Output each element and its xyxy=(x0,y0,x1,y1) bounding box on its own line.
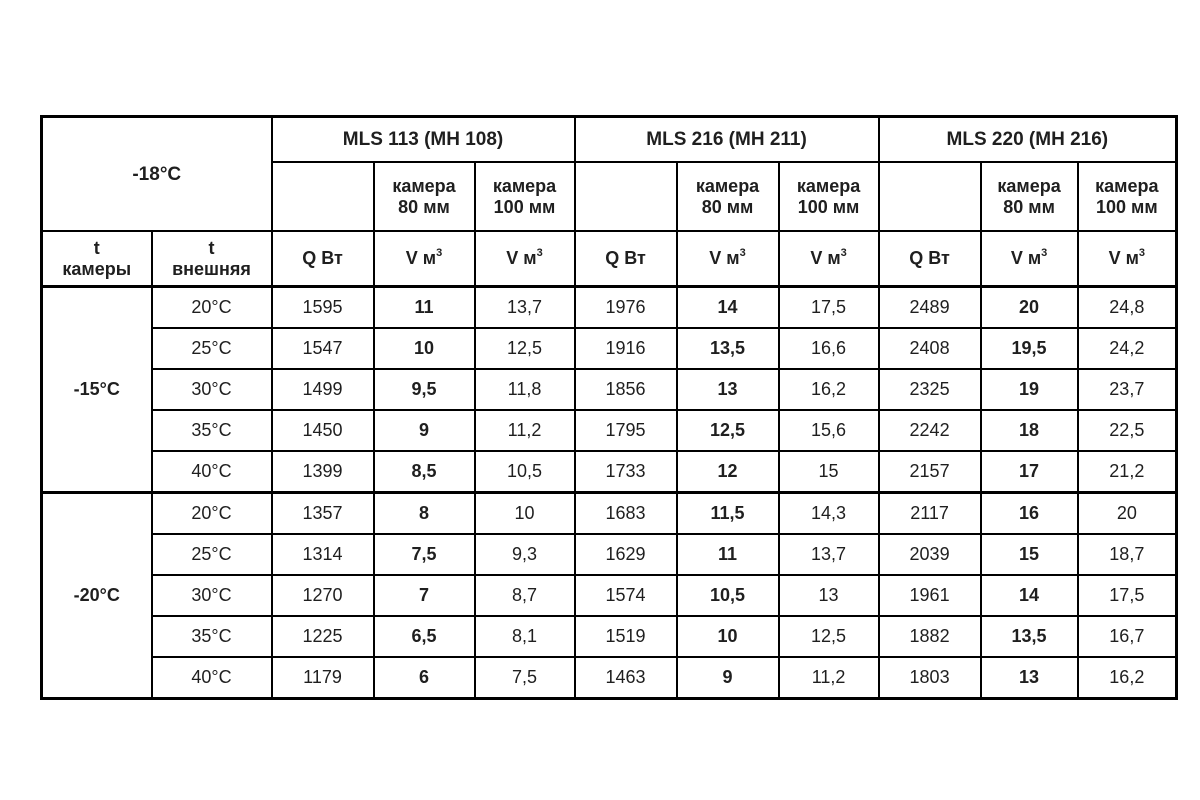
t-chamber-header: t камеры xyxy=(42,231,152,287)
cell-v80: 6 xyxy=(374,657,475,699)
chamber-80-header xyxy=(374,162,475,231)
v-header: V $м^3$ xyxy=(1078,231,1177,287)
table-row xyxy=(42,287,1177,329)
v-header: V $м^3$ xyxy=(677,231,779,287)
cell-q: 1179 xyxy=(272,657,374,699)
table-row xyxy=(42,534,1177,575)
cell-v100: 24,8 xyxy=(1078,287,1177,329)
cell-q: 2325 xyxy=(879,369,981,410)
cell-q: 1519 xyxy=(575,616,677,657)
cell-q: 1547 xyxy=(272,328,374,369)
cell-v80: 20 xyxy=(981,287,1078,329)
column-header-row xyxy=(42,231,1177,287)
cell-q: 2489 xyxy=(879,287,981,329)
cell-q: 1574 xyxy=(575,575,677,616)
model-header-mls220: MLS 220 (MH 216) xyxy=(879,117,1177,163)
cell-ext-temp: 25°C xyxy=(152,534,272,575)
v-header: V $м^3$ xyxy=(779,231,879,287)
cell-v100: 13,7 xyxy=(779,534,879,575)
cell-q: 2039 xyxy=(879,534,981,575)
cell-v80: 12 xyxy=(677,451,779,493)
cell-ext-temp: 40°C xyxy=(152,451,272,493)
table-row xyxy=(42,616,1177,657)
cell-ext-temp: 25°C xyxy=(152,328,272,369)
cell-v100: 21,2 xyxy=(1078,451,1177,493)
cell-v80: 18 xyxy=(981,410,1078,451)
chamber-100-line1: камера xyxy=(492,175,557,196)
cell-q: 1314 xyxy=(272,534,374,575)
q-header: Q Вт xyxy=(575,231,677,287)
cell-ext-temp: 20°C xyxy=(152,493,272,535)
cell-v100: 12,5 xyxy=(475,328,575,369)
cell-v100: 8,7 xyxy=(475,575,575,616)
cell-v100: 20 xyxy=(1078,493,1177,535)
cell-v100: 12,5 xyxy=(779,616,879,657)
cell-v80: 15 xyxy=(981,534,1078,575)
cell-v80: 13 xyxy=(677,369,779,410)
cell-q: 1595 xyxy=(272,287,374,329)
cell-ext-temp: 30°C xyxy=(152,575,272,616)
cell-v80: 6,5 xyxy=(374,616,475,657)
cell-v80: 11,5 xyxy=(677,493,779,535)
cell-q: 1463 xyxy=(575,657,677,699)
table-row xyxy=(42,493,1177,535)
table-row xyxy=(42,328,1177,369)
chamber-80-line1: камера xyxy=(392,175,456,196)
empty-cell xyxy=(575,162,677,231)
cell-v80: 14 xyxy=(677,287,779,329)
cell-v80: 13,5 xyxy=(981,616,1078,657)
cell-q: 1733 xyxy=(575,451,677,493)
cell-q: 1882 xyxy=(879,616,981,657)
v-header: V $м^3$ xyxy=(475,231,575,287)
cell-q: 1961 xyxy=(879,575,981,616)
cell-v100: 16,2 xyxy=(1078,657,1177,699)
cell-v100: 11,2 xyxy=(779,657,879,699)
empty-cell xyxy=(879,162,981,231)
cell-v80: 11 xyxy=(374,287,475,329)
model-header-mls216: MLS 216 (MH 211) xyxy=(575,117,879,163)
cell-v80: 10,5 xyxy=(677,575,779,616)
v-header: V $м^3$ xyxy=(374,231,475,287)
cell-v100: 17,5 xyxy=(779,287,879,329)
cell-v100: 15 xyxy=(779,451,879,493)
cell-q: 1499 xyxy=(272,369,374,410)
cell-v80: 19,5 xyxy=(981,328,1078,369)
group-label-minus20: -20°C xyxy=(42,493,152,699)
cell-v80: 9 xyxy=(677,657,779,699)
cell-ext-temp: 30°C xyxy=(152,369,272,410)
cell-q: 2242 xyxy=(879,410,981,451)
cell-q: 1803 xyxy=(879,657,981,699)
cell-v80: 8,5 xyxy=(374,451,475,493)
cell-q: 2157 xyxy=(879,451,981,493)
table-row xyxy=(42,451,1177,493)
cell-v100: 24,2 xyxy=(1078,328,1177,369)
cell-q: 1856 xyxy=(575,369,677,410)
spec-table xyxy=(40,115,1178,700)
cell-ext-temp: 35°C xyxy=(152,616,272,657)
cell-v100: 7,5 xyxy=(475,657,575,699)
table-row xyxy=(42,657,1177,699)
q-header: Q Вт xyxy=(879,231,981,287)
cell-v100: 13 xyxy=(779,575,879,616)
chamber-100-header: камера 100 мм xyxy=(779,162,879,231)
corner-temp-cell xyxy=(42,117,272,232)
cell-ext-temp: 40°C xyxy=(152,657,272,699)
cell-v100: 17,5 xyxy=(1078,575,1177,616)
cell-q: 1225 xyxy=(272,616,374,657)
cell-v80: 13 xyxy=(981,657,1078,699)
cell-v100: 11,8 xyxy=(475,369,575,410)
cell-q: 1357 xyxy=(272,493,374,535)
chamber-80-line2: 80 мм xyxy=(398,196,450,217)
cell-v80: 17 xyxy=(981,451,1078,493)
cell-q: 1795 xyxy=(575,410,677,451)
cell-v80: 12,5 xyxy=(677,410,779,451)
cell-q: 1450 xyxy=(272,410,374,451)
spec-table-container xyxy=(40,115,1178,700)
cell-v100: 16,6 xyxy=(779,328,879,369)
chamber-100-header xyxy=(475,162,575,231)
cell-v80: 10 xyxy=(374,328,475,369)
table-row xyxy=(42,410,1177,451)
model-header-mls113: MLS 113 (MH 108) xyxy=(272,117,575,163)
cell-q: 1399 xyxy=(272,451,374,493)
cell-v100: 10,5 xyxy=(475,451,575,493)
cell-v100: 18,7 xyxy=(1078,534,1177,575)
cell-v100: 14,3 xyxy=(779,493,879,535)
corner-temp-label: -18°C xyxy=(132,163,182,185)
table-row xyxy=(42,575,1177,616)
model-header-row xyxy=(42,117,1177,163)
cell-q: 1916 xyxy=(575,328,677,369)
cell-q: 1629 xyxy=(575,534,677,575)
cell-v80: 7,5 xyxy=(374,534,475,575)
cell-v80: 10 xyxy=(677,616,779,657)
cell-v100: 13,7 xyxy=(475,287,575,329)
cell-q: 1683 xyxy=(575,493,677,535)
chamber-80-header: камера 80 мм xyxy=(677,162,779,231)
cell-q: 2408 xyxy=(879,328,981,369)
t-external-header: t внешняя xyxy=(152,231,272,287)
cell-v80: 7 xyxy=(374,575,475,616)
cell-v100: 16,2 xyxy=(779,369,879,410)
chamber-100-line2: 100 мм xyxy=(493,196,556,217)
group-label-minus15: -15°C xyxy=(42,287,152,493)
cell-q: 2117 xyxy=(879,493,981,535)
cell-ext-temp: 35°C xyxy=(152,410,272,451)
cell-v80: 19 xyxy=(981,369,1078,410)
cell-v80: 9,5 xyxy=(374,369,475,410)
cell-v80: 9 xyxy=(374,410,475,451)
cell-ext-temp: 20°C xyxy=(152,287,272,329)
cell-v100: 8,1 xyxy=(475,616,575,657)
empty-cell xyxy=(272,162,374,231)
chamber-80-header: камера 80 мм xyxy=(981,162,1078,231)
cell-v80: 8 xyxy=(374,493,475,535)
q-header: Q Вт xyxy=(272,231,374,287)
cell-q: 1976 xyxy=(575,287,677,329)
cell-v100: 16,7 xyxy=(1078,616,1177,657)
cell-v100: 22,5 xyxy=(1078,410,1177,451)
table-row xyxy=(42,369,1177,410)
cell-v100: 15,6 xyxy=(779,410,879,451)
cell-v80: 11 xyxy=(677,534,779,575)
cell-v80: 13,5 xyxy=(677,328,779,369)
cell-q: 1270 xyxy=(272,575,374,616)
chamber-100-header: камера 100 мм xyxy=(1078,162,1177,231)
cell-v100: 10 xyxy=(475,493,575,535)
v-header: V $м^3$ xyxy=(981,231,1078,287)
cell-v80: 16 xyxy=(981,493,1078,535)
cell-v80: 14 xyxy=(981,575,1078,616)
cell-v100: 23,7 xyxy=(1078,369,1177,410)
cell-v100: 9,3 xyxy=(475,534,575,575)
cell-v100: 11,2 xyxy=(475,410,575,451)
